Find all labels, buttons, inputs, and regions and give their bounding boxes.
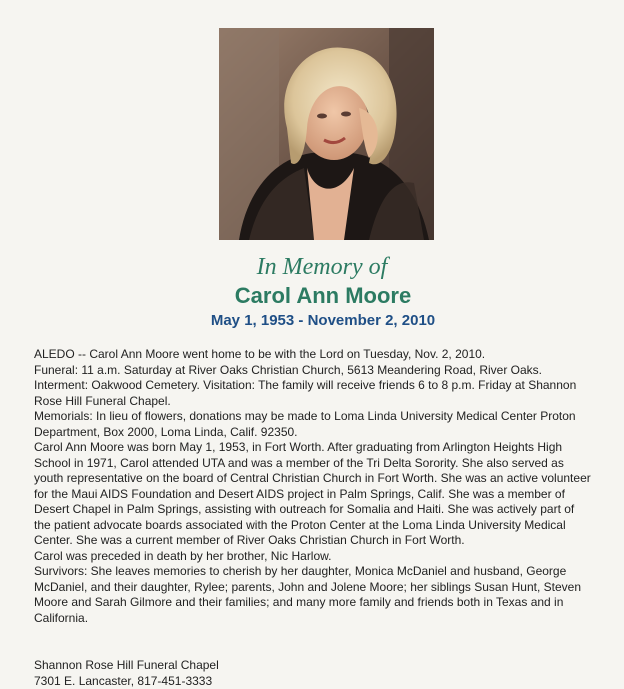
obituary-paragraph: Memorials: In lieu of flowers, donations may be made to Loma Linda University Medical Center Proton Department, Box 2000, Loma Linda, Calif. 92350. <box>34 409 576 439</box>
obituary-text <box>34 347 594 626</box>
funeral-home-info <box>34 657 219 689</box>
obituary-paragraph: ALEDO -- Carol Ann Moore went home to be with the Lord on Tuesday, Nov. 2, 2010. <box>34 347 486 361</box>
obituary-paragraph: Carol Ann Moore was born May 1, 1953, in Fort Worth. After graduating from Arlington Heights High School in 1971, Carol attended UTA and was a member of the Tri Delta Sorority. She also served as youth representative on the board of Central Christian Church in Fort Worth. She was an active volunteer for the Maui AIDS Foundation and Desert AIDS project in Palm Springs, Calif. She was a member of Desert Chapel in Palm Springs, assisting with outreach for Somalia and Haiti. She was actively part of the patient advocate boards associated with the Proton Center at the Loma Linda University Medical Center. She was a current member of River Oaks Christian Church in Fort Worth. <box>34 440 591 547</box>
portrait-photo <box>219 28 434 240</box>
in-memory-heading: In Memory of <box>256 254 388 280</box>
obituary-paragraph: Carol was preceded in death by her brother, Nic Harlow. <box>34 548 332 563</box>
obituary-paragraph: Funeral: 11 a.m. Saturday at River Oaks Christian Church, 5613 Meandering Road, River Oaks. <box>34 362 543 377</box>
obituary-paragraph: Survivors: She leaves memories to cherish by her daughter, Monica McDaniel and husband, George McDaniel, and their daughter, Rylee; parents, John and Jolene Moore; her siblings Susan Hunt, Steven Moore and Sarah Gilmore and their families; and many more family and friends both in Texas and in California. <box>34 564 581 625</box>
obituary-paragraph: Interment: Oakwood Cemetery. Visitation: The family will receive friends 6 to 8 p.m. Friday at Shannon Rose Hill Funeral Chapel. <box>34 378 577 408</box>
memorial-header <box>0 252 624 332</box>
chapel-address: 7301 E. Lancaster, 817-451-3333 <box>34 674 213 688</box>
chapel-name: Shannon Rose Hill Funeral Chapel <box>34 658 219 672</box>
life-dates: May 1, 1953 - November 2, 2010 <box>210 312 436 329</box>
deceased-name: Carol Ann Moore <box>234 283 412 308</box>
